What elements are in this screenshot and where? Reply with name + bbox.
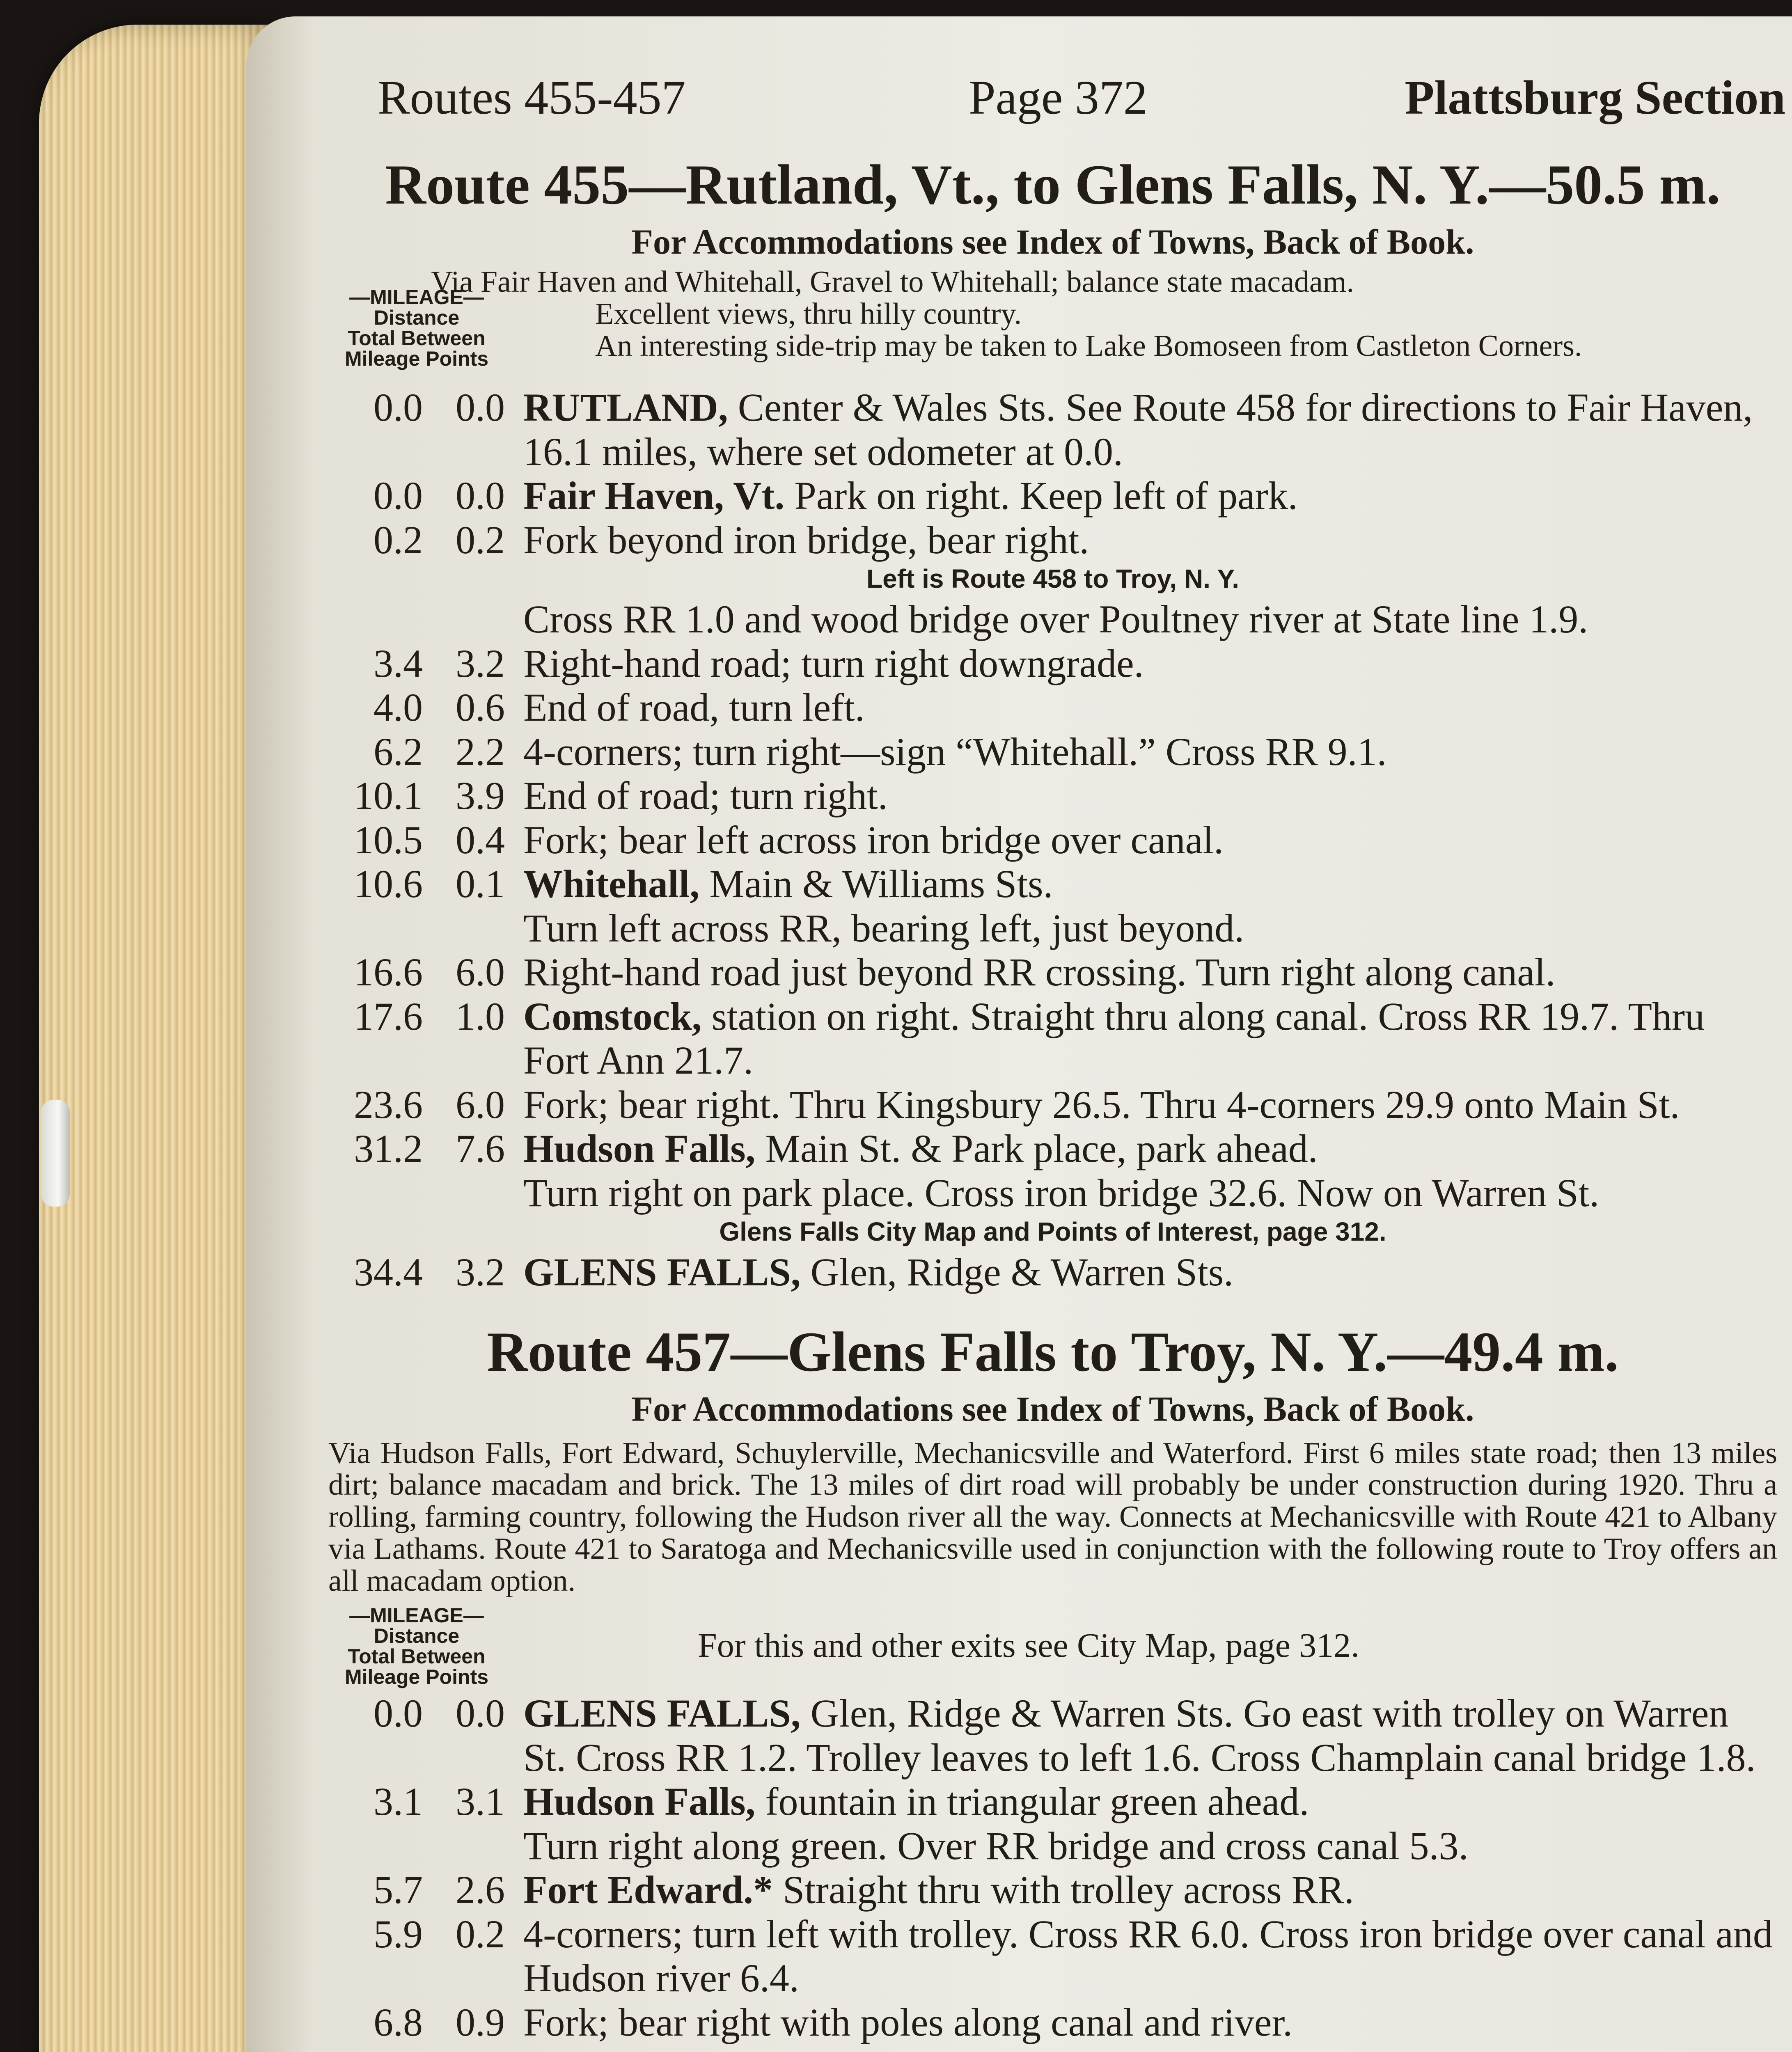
direction-text xyxy=(523,474,1777,518)
header-page-number: Page 372 xyxy=(969,71,1148,124)
direction-text xyxy=(523,685,1777,730)
total-mileage: 6.8 xyxy=(374,2000,423,2044)
distance-between: 3.1 xyxy=(456,1779,505,1824)
direction-detail: 4-corners; turn right—sign “Whitehall.” Cross RR 9.1. xyxy=(523,729,1387,774)
direction-detail: End of road; turn right. xyxy=(523,774,888,818)
place-name: GLENS FALLS, xyxy=(523,1691,801,1736)
place-name: Fair Haven, Vt. xyxy=(523,474,785,518)
route-457-directions xyxy=(328,1691,1777,2044)
route-note: Left is Route 458 to Troy, N. Y. xyxy=(866,564,1240,594)
direction-detail: Glen, Ridge & Warren Sts. xyxy=(800,1250,1234,1294)
direction-text xyxy=(523,1779,1777,1824)
distance-between: 0.9 xyxy=(456,2000,505,2044)
total-mileage: 10.6 xyxy=(354,862,423,906)
direction-detail: Main St. & Park place, park ahead. xyxy=(755,1127,1318,1171)
direction-text xyxy=(523,1868,1777,1912)
direction-detail: station on right. Straight thru along canal. Cross RR 19.7. Thru Fort Ann 21.7. xyxy=(523,994,1705,1083)
direction-row xyxy=(328,518,1777,562)
city-map-note: Glens Falls City Map and Points of Interest, page 312. xyxy=(719,1217,1386,1247)
place-name: Fort Edward.* xyxy=(523,1868,773,1912)
distance-between: 0.2 xyxy=(456,518,505,562)
route-455-directions xyxy=(328,385,1777,1294)
place-name: Hudson Falls, xyxy=(523,1127,756,1171)
place-name: RUTLAND, xyxy=(523,385,728,429)
direction-row xyxy=(328,1083,1777,1127)
direction-continuation xyxy=(328,597,1777,641)
distance-between: 6.0 xyxy=(456,1082,505,1127)
distance-between: 3.2 xyxy=(456,641,505,685)
route-457-key-row xyxy=(328,1597,1777,1691)
direction-detail: Main & Williams Sts. xyxy=(699,862,1053,906)
direction-row xyxy=(328,818,1777,862)
direction-text xyxy=(523,730,1777,774)
direction-text xyxy=(523,518,1777,562)
book-page-edges xyxy=(39,25,269,2052)
direction-row xyxy=(328,474,1777,518)
direction-extra: Cross RR 1.0 and wood bridge over Poultney river at State line 1.9. xyxy=(523,597,1588,641)
total-mileage: 3.1 xyxy=(374,1779,423,1824)
total-mileage: 0.0 xyxy=(374,474,423,518)
route-455-via-line-1: Via Fair Haven and Whitehall, Gravel to Whitehall; balance state macadam. xyxy=(431,265,1354,299)
direction-text xyxy=(523,1912,1777,2000)
direction-row xyxy=(328,862,1777,906)
direction-extra: Turn left across RR, bearing left, just beyond. xyxy=(523,906,1244,950)
distance-between: 0.0 xyxy=(456,474,505,518)
direction-detail: Park on right. Keep left of park. xyxy=(784,474,1298,518)
route-455-via-line-2: Excellent views, thru hilly country. xyxy=(595,297,1022,331)
direction-row xyxy=(328,730,1777,774)
direction-detail: End of road, turn left. xyxy=(523,685,865,730)
header-routes: Routes 455-457 xyxy=(378,71,686,124)
exits-note: For this and other exits see City Map, page 312. xyxy=(698,1626,1360,1665)
route-455-intro xyxy=(328,262,1777,385)
direction-text xyxy=(523,385,1777,474)
direction-detail: Center & Wales Sts. See Route 458 for directions to Fair Haven, 16.1 miles, where set odometer at 0.0. xyxy=(523,385,1753,474)
total-mileage: 4.0 xyxy=(374,685,423,730)
direction-detail: Glen, Ridge & Warren Sts. Go east with trolley on Warren St. Cross RR 1.2. Trolley leaves to left 1.6. Cross Champlain canal bridge 1.8. xyxy=(523,1691,1756,1779)
direction-row xyxy=(328,994,1777,1083)
distance-between: 6.0 xyxy=(456,950,505,994)
route-455-via-line-3: An interesting side-trip may be taken to Lake Bomoseen from Castleton Corners. xyxy=(595,329,1582,363)
direction-text xyxy=(523,1250,1777,1294)
total-mileage: 0.0 xyxy=(374,385,423,429)
direction-detail: Fork; bear right. Thru Kingsbury 26.5. Thru 4-corners 29.9 onto Main St. xyxy=(523,1082,1680,1127)
distance-between: 2.2 xyxy=(456,729,505,774)
distance-between: 3.2 xyxy=(456,1250,505,1294)
total-mileage: 10.5 xyxy=(354,818,423,862)
direction-text xyxy=(523,2000,1777,2045)
place-name: Whitehall, xyxy=(523,862,700,906)
distance-between: 0.2 xyxy=(456,1912,505,1956)
distance-between: 1.0 xyxy=(456,994,505,1038)
total-mileage: 3.4 xyxy=(374,641,423,685)
distance-between: 0.0 xyxy=(456,1691,505,1736)
direction-row xyxy=(328,2000,1777,2045)
direction-detail: Fork; bear left across iron bridge over canal. xyxy=(523,818,1224,862)
running-header xyxy=(328,57,1785,135)
direction-detail: 4-corners; turn left with trolley. Cross RR 6.0. Cross iron bridge over canal and Hudson river 6.4. xyxy=(523,1912,1773,2000)
total-mileage: 5.7 xyxy=(374,1868,423,1912)
total-mileage: 17.6 xyxy=(354,994,423,1038)
direction-continuation xyxy=(328,1171,1777,1215)
total-mileage: 16.6 xyxy=(354,950,423,994)
page-tab xyxy=(41,1100,70,1207)
direction-row xyxy=(328,641,1777,686)
direction-detail: fountain in triangular green ahead. xyxy=(755,1779,1309,1824)
distance-between: 0.1 xyxy=(456,862,505,906)
total-mileage: 0.0 xyxy=(374,1691,423,1736)
mileage-key-457: —MILEAGE— Distance Total Between Mileage Points xyxy=(344,1604,489,1689)
distance-between: 2.6 xyxy=(456,1868,505,1912)
direction-row xyxy=(328,1779,1777,1824)
distance-between: 7.6 xyxy=(456,1127,505,1171)
direction-row xyxy=(328,1250,1777,1294)
direction-text xyxy=(523,641,1777,686)
direction-text xyxy=(523,862,1777,906)
route-457-title: Route 457—Glens Falls to Troy, N. Y.—49.4 m. xyxy=(487,1320,1619,1383)
place-name: Hudson Falls, xyxy=(523,1779,756,1824)
direction-row xyxy=(328,685,1777,730)
direction-text xyxy=(523,1127,1777,1171)
route-457-via: Via Hudson Falls, Fort Edward, Schuylerville, Mechanicsville and Waterford. First 6 miles state road; then 13 miles dirt; balance macadam and brick. The 13 miles of dirt road will probably be under construction during 1920. Thru a rolling, farming country, following the Hudson river all the way. Connects at Mechanicsville with Route 421 to Albany via Lathams. Route 421 to Saratoga and Mechanicsville used in conjunction with the following route to Troy offers an all macadam option. xyxy=(328,1436,1777,1598)
direction-row xyxy=(328,1691,1777,1779)
direction-detail: Fork beyond iron bridge, bear right. xyxy=(523,518,1089,562)
distance-between: 0.0 xyxy=(456,385,505,429)
mileage-key: —MILEAGE— Distance Total Between Mileage Points xyxy=(344,286,489,370)
total-mileage: 6.2 xyxy=(374,729,423,774)
place-name: GLENS FALLS, xyxy=(523,1250,801,1294)
direction-detail: Right-hand road just beyond RR crossing. Turn right along canal. xyxy=(523,950,1556,994)
direction-row xyxy=(328,950,1777,994)
place-name: Comstock, xyxy=(523,994,702,1038)
total-mileage: 10.1 xyxy=(354,774,423,818)
direction-row xyxy=(328,1868,1777,1912)
route-455-title: Route 455—Rutland, Vt., to Glens Falls, N. Y.—50.5 m. xyxy=(385,153,1721,216)
direction-row xyxy=(328,385,1777,474)
distance-between: 0.4 xyxy=(456,818,505,862)
direction-detail: Straight thru with trolley across RR. xyxy=(772,1868,1354,1912)
direction-row xyxy=(328,774,1777,818)
direction-row xyxy=(328,1127,1777,1171)
direction-text xyxy=(523,818,1777,862)
direction-detail: Right-hand road; turn right downgrade. xyxy=(523,641,1144,685)
direction-continuation xyxy=(328,1824,1777,1868)
total-mileage: 31.2 xyxy=(354,1127,423,1171)
total-mileage: 0.2 xyxy=(374,518,423,562)
page-content xyxy=(328,57,1785,2052)
direction-row xyxy=(328,1912,1777,2000)
direction-text xyxy=(523,950,1777,994)
total-mileage: 5.9 xyxy=(374,1912,423,1956)
direction-text xyxy=(523,994,1777,1083)
direction-text xyxy=(523,1691,1777,1779)
distance-between: 3.9 xyxy=(456,774,505,818)
total-mileage: 23.6 xyxy=(354,1082,423,1127)
direction-text xyxy=(523,774,1777,818)
direction-detail: Fork; bear right with poles along canal and river. xyxy=(523,2000,1293,2044)
direction-extra: Turn right on park place. Cross iron bridge 32.6. Now on Warren St. xyxy=(523,1170,1600,1215)
book-page xyxy=(246,16,1792,2052)
route-457-accommodations: For Accommodations see Index of Towns, Back of Book. xyxy=(631,1389,1474,1429)
header-section: Plattsburg Section xyxy=(1405,71,1785,124)
direction-continuation xyxy=(328,906,1777,950)
total-mileage: 34.4 xyxy=(354,1250,423,1294)
route-455-accommodations: For Accommodations see Index of Towns, Back of Book. xyxy=(631,222,1474,261)
distance-between: 0.6 xyxy=(456,685,505,730)
direction-extra: Turn right along green. Over RR bridge and cross canal 5.3. xyxy=(523,1823,1469,1868)
direction-text xyxy=(523,1083,1777,1127)
